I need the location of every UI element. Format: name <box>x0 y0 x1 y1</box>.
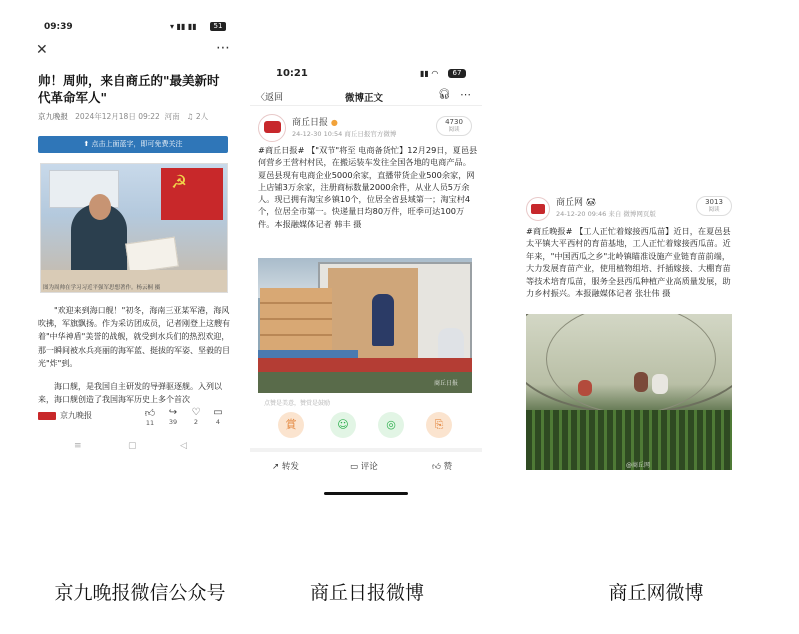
android-menu-button[interactable]: ≡ <box>74 441 82 451</box>
photo-watermark: @商丘网 <box>626 462 651 469</box>
read-count-badge <box>436 116 472 136</box>
heart-icon: ♡ <box>191 407 201 418</box>
article-date: 2024年12月18日 09:22 <box>75 112 160 121</box>
stat-value: 39 <box>168 418 178 426</box>
avatar[interactable] <box>258 114 286 142</box>
worker-2 <box>634 372 648 392</box>
article-paragraph-2: 海口舰，是我国自主研发的导弹驱逐舰。入列以来，海口舰创造了我国海军历史上多个首次 <box>38 382 222 405</box>
account-name[interactable] <box>292 115 338 128</box>
chevron-left-icon: 〈 <box>256 93 266 103</box>
status-signal-icon: ▾ ▮▮ ▮▮ <box>170 22 197 31</box>
avatar-logo <box>264 121 281 133</box>
stat-like[interactable] <box>142 407 158 427</box>
repost-label: 转发 <box>281 462 299 472</box>
nav-divider <box>250 105 482 106</box>
more-icon[interactable]: ⋯ <box>216 40 230 56</box>
moments-icon: ◎ <box>386 418 396 431</box>
back-label: 返回 <box>265 93 284 103</box>
weibo-post-screen-1 <box>250 62 482 502</box>
worker-3 <box>652 374 668 394</box>
article-photo <box>40 163 228 293</box>
up-arrow-icon: ⬆ <box>83 140 90 148</box>
photo-caption: 图为周帅在学习习近平强军思想著作。杨云桐 摄 <box>43 285 161 291</box>
account-name-text: 商丘网 <box>556 198 584 208</box>
battery-icon <box>448 69 466 78</box>
comment-button[interactable] <box>350 460 378 472</box>
post-photo[interactable] <box>526 314 732 470</box>
article-headline: 帅！周帅，来自商丘的"最美新时代革命军人" <box>38 73 220 105</box>
pallet <box>258 350 358 358</box>
photo-watermark: 商丘日报 <box>434 380 459 387</box>
stat-value: 11 <box>145 419 155 427</box>
home-indicator <box>324 492 408 495</box>
post-meta: 24-12-20 09:46 来自 微博网页版 <box>556 210 656 218</box>
post-photo[interactable] <box>258 258 472 393</box>
more-icon[interactable]: ⋯ <box>460 88 471 101</box>
reward-button[interactable] <box>278 412 304 438</box>
read-count: 3013 <box>705 198 723 206</box>
close-icon[interactable]: ✕ <box>36 42 48 58</box>
account-name-text: 商丘日报 <box>292 118 329 128</box>
box-stack-left <box>260 288 332 358</box>
like-icon: 👍︎ <box>432 462 441 472</box>
read-count-badge <box>696 196 732 216</box>
nav-title: 微博正文 <box>345 93 384 104</box>
like-label: 赞 <box>443 462 453 472</box>
comment-icon: ▭ <box>213 407 223 418</box>
action-divider <box>250 448 482 452</box>
comment-label: 评论 <box>360 462 378 472</box>
headphone-icon[interactable]: ♫ <box>186 112 194 121</box>
caption-shangqiu-daily: 商丘日报微博 <box>309 582 424 604</box>
badge-icon: 🐼︎ <box>585 198 597 207</box>
status-signal-icon: ▮▮ ◠ <box>420 69 439 78</box>
follow-banner-text: 点击上面蓝字，即可免费关注 <box>91 140 183 148</box>
share-wechat-button[interactable] <box>330 412 356 438</box>
stat-value: 2 <box>193 418 199 426</box>
repost-button[interactable] <box>272 460 299 472</box>
footer-account-name[interactable]: 京九晚报 <box>60 411 92 420</box>
soldier-head <box>89 194 111 220</box>
share-moments-button[interactable] <box>378 412 404 438</box>
stat-comment[interactable] <box>210 407 226 426</box>
worker-1 <box>578 380 592 396</box>
account-logo[interactable] <box>38 412 56 420</box>
post-text: #商丘晚报# 【工人正忙着嫁接西瓜苗】近日，在夏邑县太平镇大平西村的育苗基地，工人正忙着嫁接西瓜苗。近年来，"中国西瓜之乡"北岭镇瞄准设施产业链育苗前端，大力发展育苗产业，使用植物组培、扦插嫁接、大棚育苗等技术培育瓜苗，服务全县西瓜种植产业高质量发展，助力乡村振兴。本报融媒体记者 张壮伟 摄 <box>526 226 731 299</box>
share-icon: ↪ <box>168 407 178 418</box>
follow-banner[interactable] <box>38 136 228 153</box>
weibo-post-screen-2 <box>522 190 736 472</box>
reward-hint: 点赞是美意，赞赏是鼓励 <box>264 400 331 407</box>
read-label: 阅读 <box>708 207 720 213</box>
account-name[interactable] <box>556 195 596 208</box>
stat-favorite[interactable] <box>188 407 204 426</box>
headphone-icon[interactable]: 🎧︎ <box>438 89 451 100</box>
stat-value: 4 <box>215 418 221 426</box>
status-time: 09:39 <box>44 22 73 32</box>
worker-1 <box>372 294 394 346</box>
article-location: 河南 <box>164 112 180 121</box>
wechat-icon: ☺ <box>337 418 349 431</box>
party-flag-emblem: ☭ <box>171 172 188 193</box>
book <box>125 237 179 274</box>
article-meta <box>38 111 234 122</box>
comment-icon: ▭ <box>350 462 359 472</box>
article-source[interactable]: 京九晚报 <box>38 112 68 121</box>
stat-share[interactable] <box>165 407 181 426</box>
link-icon: ⎘ <box>434 418 444 431</box>
post-meta: 24-12-30 10:54 商丘日报官方微博 <box>292 130 397 138</box>
reward-icon: 賞 <box>285 418 297 431</box>
read-label: 阅读 <box>448 127 460 133</box>
article-paragraph-1: "欢迎来到海口舰！"初冬，海南三亚某军港，海风吹拂，军旗飘扬。作为采访团成员，记者刚登上这艘有着"中华神盾"美誉的战舰，就受到水兵们的热烈欢迎，那一瞬间被水兵亮丽的海军蓝、挺拔的军姿、坚毅的目光"炸"到。 <box>38 306 230 368</box>
avatar-logo <box>531 204 545 214</box>
thumb-up-icon: 👍︎ <box>144 408 156 419</box>
repost-icon: ↗ <box>272 462 280 472</box>
truck-deck <box>258 358 472 372</box>
listener-count: 2人 <box>195 112 209 121</box>
share-link-button[interactable] <box>426 412 452 438</box>
battery-level: 51 <box>213 22 223 30</box>
read-count: 4730 <box>445 118 463 126</box>
battery-icon <box>210 22 226 31</box>
avatar[interactable] <box>526 197 550 221</box>
android-home-button[interactable]: ▢ <box>128 441 137 451</box>
android-back-button[interactable]: ◁ <box>180 441 187 451</box>
caption-shangqiu-net: 商丘网微博 <box>608 582 704 604</box>
wechat-article-screen <box>34 16 234 456</box>
badge-icon: ● <box>330 118 338 127</box>
like-button[interactable] <box>432 460 452 472</box>
status-time: 10:21 <box>276 68 308 79</box>
battery-level: 67 <box>452 69 462 77</box>
post-text: #商丘日报# 【"双节"将至 电商备货忙】12月29日，夏邑县何营乡王营村村民，在搬运装车发往全国各地的电商产品。夏邑县现有电商企业5000余家，直播带货企业500余家，网上店铺3万余家，注册商标数量2000余件，从业人员5万余人。现已拥有淘宝乡镇10个，位居全省县域第一；淘宝村4个，位居全市第一。快递量日均80万件，旺季可达100万件。本报融媒体记者 韩丰 摄 <box>258 145 478 229</box>
caption-wechat: 京九晚报微信公众号 <box>54 582 226 604</box>
back-button[interactable] <box>256 90 283 103</box>
